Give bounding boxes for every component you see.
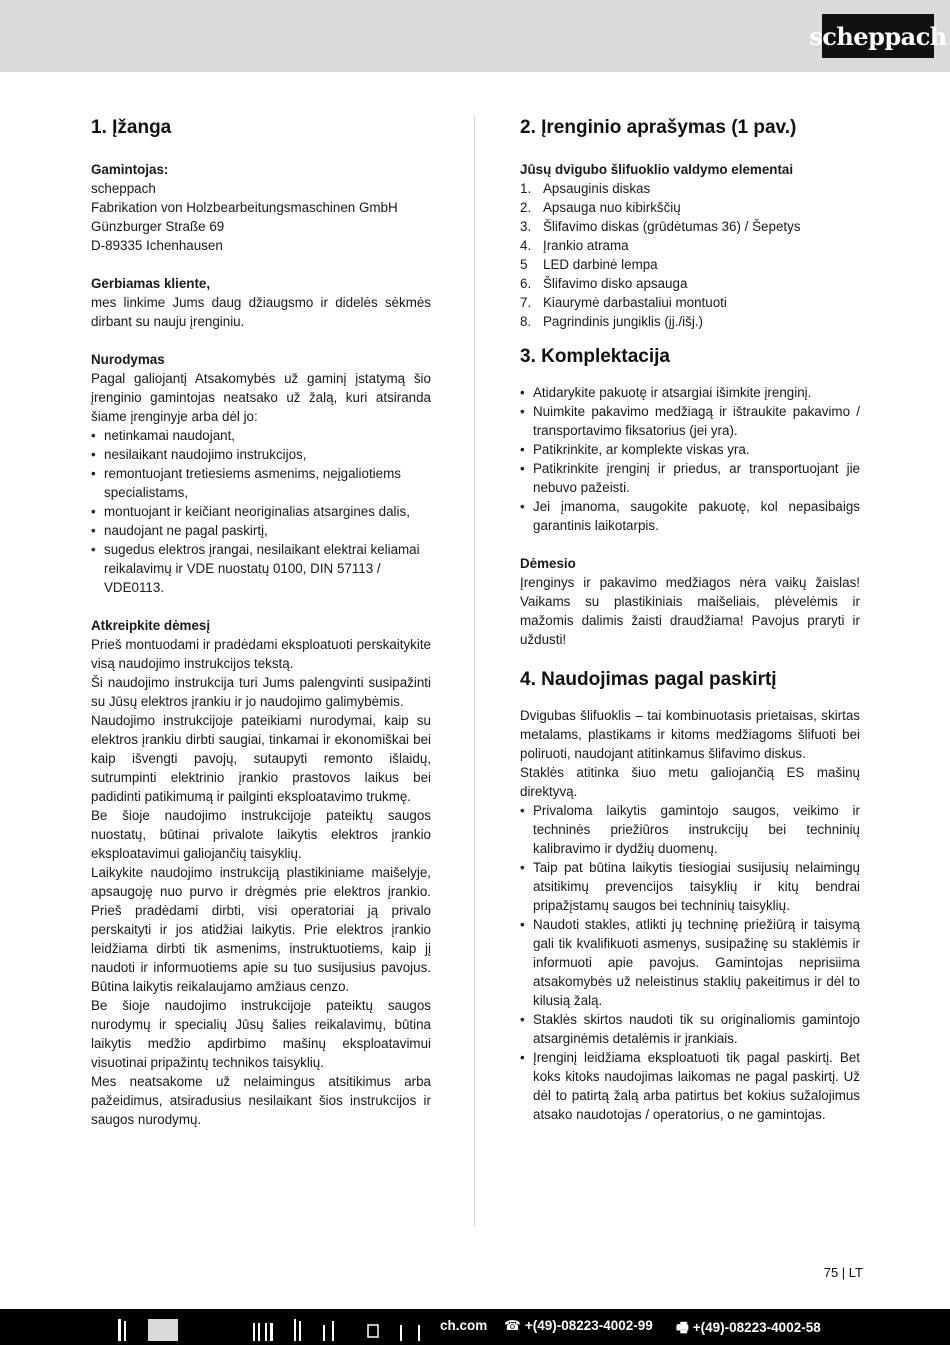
list-item: • remontuojant tretiesiems asmenims, neįgaliotiems specialistams, [91, 464, 431, 502]
footer-bar [0, 1309, 950, 1345]
list-item: • nesilaikant naudojimo instrukcijos, [91, 445, 431, 464]
list-item: • Įrenginį leidžiama eksploatuoti tik pagal paskirtį. Bet koks kitoks naudojimas laikomas ne pagal paskirtį. Už dėl to patirtą žalą arba patirtus bet kokius sužalojimus atsako naudotojas / operatorius, o ne gamintojas. [520, 1048, 860, 1124]
list-item: 4. Įrankio atrama [520, 238, 629, 253]
logo-text: scheppach [809, 21, 947, 51]
footer-website: ch.com [440, 1318, 488, 1333]
list-item: • Atidarykite pakuotę ir atsargiai išimkite įrenginį. [520, 383, 860, 402]
manufacturer-line: scheppach [91, 181, 156, 196]
header-bar [0, 0, 950, 72]
list-item: • Jei įmanoma, saugokite pakuotę, kol nepasibaigs garantinis laikotarpis. [520, 497, 860, 535]
list-item: 3. Šlifavimo diskas (grūdėtumas 36) / Šepetys [520, 219, 801, 234]
paragraph: Ši naudojimo instrukcija turi Jums palengvinti susipažinti su Jūsų elektros įrankiu ir jo naudojimo galimybėmis. [91, 675, 431, 709]
customer-text: mes linkime Jums daug džiaugsmo ir didelės sėkmės dirbant su nauju įrenginiu. [91, 295, 431, 329]
footer-phone: ☎ +(49)-08223-4002-99 [504, 1318, 653, 1333]
list-item: 5 LED darbinė lempa [520, 257, 658, 272]
right-column [520, 116, 860, 1124]
list-item: 7. Kiaurymė darbastaliui montuoti [520, 295, 727, 310]
kit-list [520, 383, 860, 535]
list-item: • Nuimkite pakavimo medžiagą ir ištraukite pakavimo / transportavimo fiksatorius (jei yra). [520, 402, 860, 440]
paragraph: Laikykite naudojimo instrukciją plastikiniame maišelyje, apsaugoję nuo purvo ir drėgmės prie elektros įrankio. Prieš pradėdami dirbti, visi operatoriai ją privalo perskaityti ir jos atidžiai laikytis. Prie elektros įrankio leidžiama dirbti tik asmenims, instruktuotiems, kaip jį naudoti ir informuotiems apie su tuo susijusius pavojus. Būtina laikytis reikalaujamo amžiaus cenzo. [91, 865, 431, 994]
column-divider [474, 116, 475, 1226]
customer-heading: Gerbiamas kliente, [91, 276, 211, 291]
list-item: 2. Apsauga nuo kibirkščių [520, 200, 681, 215]
paragraph: Be šioje naudojimo instrukcijoje pateiktų saugos nurodymų ir specialių Jūsų šalies reikalavimų, būtina laikytis medžio apdirbimo mašinų eksploatavimui visuotinai pripažintų technikos taisyklių. [91, 998, 431, 1070]
controls-list [520, 179, 860, 331]
list-item: • netinkamai naudojant, [91, 426, 431, 445]
paragraph: Mes neatsakome už nelaimingus atsitikimus arba pažeidimus, atsiradusius nesilaikant šios instrukcijos ir saugos nurodymų. [91, 1074, 431, 1127]
list-item: • Staklės skirtos naudoti tik su originaliomis gamintojo atsarginėmis detalėmis ir įrankiais. [520, 1010, 860, 1048]
footer-fax: 🖷 +(49)-08223-4002-58 [676, 1318, 821, 1341]
paragraph: Be šioje naudojimo instrukcijoje pateiktų saugos nuostatų, būtinai privalote laikytis elektros įrankio eksploatavimui galiojančių taisyklių. [91, 808, 431, 861]
section-title-description: 2. Įrenginio aprašymas (1 pav.) [520, 117, 797, 138]
list-item: • sugedus elektros įrangai, nesilaikant elektrai keliamai reikalavimų ir VDE nuostatų 0100, DIN 57113 / VDE0113. [91, 540, 431, 597]
list-item: 6. Šlifavimo disko apsauga [520, 276, 688, 291]
list-item: • Patikrinkite, ar komplekte viskas yra. [520, 440, 860, 459]
caution-text: Įrenginys ir pakavimo medžiagos nėra vaikų žaislas! Vaikams su plastikiniais maišeliais, plėvelėmis ir mažomis dalimis žaisti draudžiama! Pavojus praryti ir uždusti! [520, 575, 860, 647]
list-item: • Patikrinkite įrenginį ir priedus, ar transportuojant jie nebuvo pažeisti. [520, 459, 860, 497]
section-title-intended-use: 4. Naudojimas pagal paskirtį [520, 669, 777, 690]
fax-icon: 🖷 [676, 1320, 689, 1335]
section-title-kit: 3. Komplektacija [520, 346, 670, 367]
list-item: 8. Pagrindinis jungiklis (įj./išj.) [520, 314, 703, 329]
scheppach-logo [809, 14, 947, 58]
note-heading: Nurodymas [91, 352, 165, 367]
barcode-graphic [118, 1319, 438, 1341]
note-list [91, 426, 431, 597]
list-item: • Naudoti stakles, atlikti jų techninę priežiūrą ir taisymą gali tik kvalifikuoti asmenys, susipažinę su staklėmis ir informuoti apie pavojus. Gamintojas neprisiima atsakomybės už neleistinus staklių pakeitimus ir dėl to kilusią žalą. [520, 915, 860, 1010]
use-list [520, 801, 860, 1124]
manufacturer-line: Fabrikation von Holzbearbeitungsmaschinen GmbH [91, 200, 398, 215]
list-item: • Taip pat būtina laikytis tiesiogiai susijusių nelaimingų atsitikimų prevencijos taisyklių ir kitų bendrai pripažįstamų saugos bei techninių taisyklių. [520, 858, 860, 915]
paragraph: Prieš montuodami ir pradėdami eksploatuoti perskaitykite visą naudojimo instrukcijos tekstą. [91, 637, 431, 671]
attention-heading: Atkreipkite dėmesį [91, 618, 211, 633]
controls-heading: Jūsų dvigubo šlifuoklio valdymo elementai [520, 162, 794, 177]
manufacturer-line: Günzburger Straße 69 [91, 219, 225, 234]
list-item: • naudojant ne pagal paskirtį, [91, 521, 431, 540]
note-text: Pagal galiojantį Atsakomybės už gaminį įstatymą šio įrenginio gamintojas neatsako už žalą, kuri atsiranda šiame įrenginyje arba dėl jo: [91, 371, 431, 424]
paragraph: Dvigubas šlifuoklis – tai kombinuotasis prietaisas, skirtas metalams, plastikams ir kitoms medžiagoms šlifuoti bei poliruoti, naudojant atitinkamus šlifavimo diskus. [520, 708, 860, 761]
manufacturer-heading: Gamintojas: [91, 162, 169, 177]
list-item: • montuojant ir keičiant neoriginalias atsargines dalis, [91, 502, 431, 521]
list-item: 1. Apsauginis diskas [520, 181, 651, 196]
manufacturer-address [91, 179, 431, 255]
left-column [91, 116, 431, 1129]
page-number: 75 | LT [823, 1265, 863, 1280]
section-title-introduction: 1. Įžanga [91, 117, 172, 138]
caution-heading: Dėmesio [520, 556, 576, 571]
list-item: • Privaloma laikytis gamintojo saugos, veikimo ir techninės priežiūros instrukcijų bei techninių kalibravimo ir dydžių duomenų. [520, 801, 860, 858]
manufacturer-line: D-89335 Ichenhausen [91, 238, 223, 253]
paragraph: Staklės atitinka šiuo metu galiojančią ES mašinų direktyvą. [520, 765, 860, 799]
phone-icon: ☎ [504, 1318, 521, 1333]
paragraph: Naudojimo instrukcijoje pateikiami nurodymai, kaip su elektros įrankiu dirbti saugiai, tinkamai ir ekonomiškai bei kaip išvengti pavojų, sutaupyti remonto išlaidų, sutrumpinti elektrinio įrankio prastovos laikus bei padidinti patikimumą ir pailginti eksploatavimo trukmę. [91, 713, 431, 804]
